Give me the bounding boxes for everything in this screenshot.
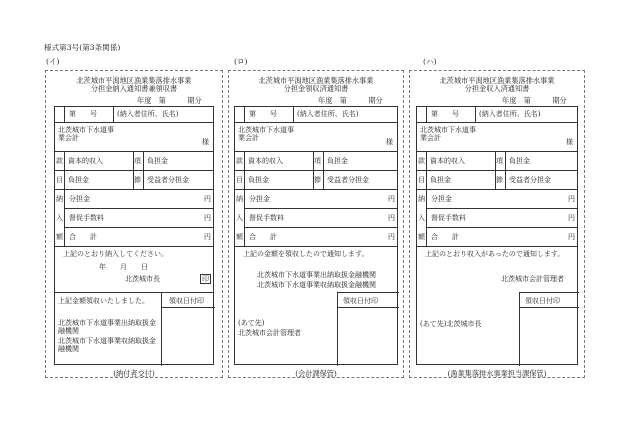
panel3-no: 第 号 (431, 110, 459, 118)
panel1-address: (納入者住所、氏名) (117, 110, 179, 118)
panel1-sama: 様 (202, 138, 209, 146)
amount-row-fee: 督促手数料 (69, 214, 104, 222)
nyu-char: 入 (236, 214, 243, 222)
yen-2: 円 (204, 214, 211, 222)
yen-3: 円 (388, 233, 395, 241)
panel3-payee: 北茨城市下水道事業会計 (420, 126, 476, 142)
kan-value: 資本的収入 (430, 157, 465, 165)
panel1-notice: 上記のとおり納入してください。 (63, 250, 168, 258)
gaku-char: 額 (418, 233, 425, 241)
nou-char: 納 (56, 195, 63, 203)
panel3-title-line2: 分担金収入済通知書 (464, 84, 530, 93)
amount-row-share: 分担金 (69, 195, 90, 203)
setsu-value: 受益者分担金 (327, 176, 369, 184)
panel1-receipt-stamp: 領収日付印 (169, 297, 204, 305)
kan-value: 資本的収入 (248, 157, 283, 165)
seal-mark: 印 (202, 275, 209, 283)
moku-value: 負担金 (68, 176, 89, 184)
amount-row-share: 分担金 (431, 195, 452, 203)
yen-1: 円 (568, 195, 575, 203)
kou-label: 項 (496, 157, 503, 165)
moku-value: 負担金 (248, 176, 269, 184)
panel3-year: 年度 第 期分 (502, 96, 567, 105)
nyu-char: 入 (56, 214, 63, 222)
panel-payment-notice (45, 70, 223, 378)
setsu-value: 受益者分担金 (147, 176, 189, 184)
marker-ro: (ロ) (234, 57, 248, 66)
nou-char: 納 (236, 195, 243, 203)
amount-row-total: 合 計 (249, 233, 277, 241)
panel2-title-line1: 北茨城市平潟地区漁業集落排水事業 (258, 76, 374, 85)
panel1-title-line2: 分担金納入通知書兼領収書 (90, 84, 178, 93)
panel2-payee: 北茨城市下水道事業会計 (238, 126, 294, 142)
kan-value: 資本的収入 (68, 157, 103, 165)
panel1-footer: (納付者交付) (113, 369, 155, 378)
yen-1: 円 (388, 195, 395, 203)
panel1-bank2: 北茨城市下水道事業収納取扱金融機関 (58, 337, 156, 353)
kan-label: 款 (236, 157, 243, 165)
moku-label: 目 (418, 176, 425, 184)
amount-row-fee: 督促手数料 (249, 214, 284, 222)
panel3-manager: 北茨城市会計管理者 (501, 275, 564, 283)
panel1-year: 年度 第 期分 (137, 96, 202, 105)
panel3-title-line1: 北茨城市平潟地区漁業集落排水事業 (439, 76, 555, 85)
panel2-sama: 様 (386, 138, 393, 146)
kou-label: 項 (314, 157, 321, 165)
panel2-bank1: 北茨城市下水道事業出納取扱金融機関 (257, 271, 376, 279)
kou-value: 負担金 (327, 157, 348, 165)
panel1-no: 第 号 (69, 110, 97, 118)
panel3-footer: (漁業集落排水事業担当課保管) (447, 369, 547, 378)
marker-i: (イ) (46, 57, 60, 66)
panel1-received: 上記金額領収いたしました。 (58, 297, 149, 305)
panel1-mayor: 北茨城市長 (125, 275, 160, 283)
nou-char: 納 (418, 195, 425, 203)
kan-label: 款 (56, 157, 63, 165)
panel2-to-label: (あて先) (238, 319, 265, 327)
panel2-no: 第 号 (249, 110, 277, 118)
panel3-to: (あて先)北茨城市長 (420, 320, 482, 328)
yen-3: 円 (568, 233, 575, 241)
panel1-payee: 北茨城市下水道事業会計 (58, 126, 114, 142)
panel2-bank2: 北茨城市下水道事業収納取扱金融機関 (257, 281, 376, 289)
panel1-form-table (54, 106, 214, 365)
panel1-title-line1: 北茨城市平潟地区漁業集落排水事業 (76, 76, 192, 85)
panel3-form-table (416, 106, 578, 365)
kou-label: 項 (134, 157, 141, 165)
yen-2: 円 (388, 214, 395, 222)
setsu-label: 節 (496, 176, 503, 184)
panel3-sama: 様 (566, 138, 573, 146)
yen-1: 円 (204, 195, 211, 203)
panel2-year: 年度 第 期分 (318, 96, 383, 105)
panel2-notice: 上記の金額を領収したので通知します。 (243, 250, 369, 258)
panel3-address: (納入者住所、氏名) (479, 110, 541, 118)
panel2-receipt-stamp: 領収日付印 (343, 297, 378, 305)
panel-income-notice (409, 70, 585, 378)
amount-row-share: 分担金 (249, 195, 270, 203)
amount-row-fee: 督促手数料 (431, 214, 466, 222)
nyu-char: 入 (418, 214, 425, 222)
panel3-notice: 上記のとおり収入があったので通知します。 (425, 250, 565, 258)
kou-value: 負担金 (147, 157, 168, 165)
panel2-to-name: 北茨城市会計管理者 (238, 329, 301, 337)
panel1-date: 年 月 日 (99, 263, 148, 271)
gaku-char: 額 (56, 233, 63, 241)
kou-value: 負担金 (509, 157, 530, 165)
amount-row-total: 合 計 (69, 233, 97, 241)
panel2-form-table (234, 106, 398, 365)
panel2-address: (納入者住所、氏名) (297, 110, 359, 118)
setsu-label: 節 (314, 176, 321, 184)
form-label: 様式第3号(第3条関係) (44, 43, 121, 52)
panel2-title-line2: 分担金領収済通知書 (283, 84, 349, 93)
marker-ha: (ハ) (423, 57, 437, 66)
panel1-bank1: 北茨城市下水道事業出納取扱金融機関 (58, 319, 156, 335)
moku-label: 目 (56, 176, 63, 184)
yen-2: 円 (568, 214, 575, 222)
moku-label: 目 (236, 176, 243, 184)
setsu-value: 受益者分担金 (509, 176, 551, 184)
panel3-receipt-stamp: 領収日付印 (525, 297, 560, 305)
setsu-label: 節 (134, 176, 141, 184)
gaku-char: 額 (236, 233, 243, 241)
moku-value: 負担金 (430, 176, 451, 184)
panel2-footer: (会計課保管) (295, 369, 337, 378)
panel-receipt-notice (228, 70, 404, 378)
yen-3: 円 (204, 233, 211, 241)
kan-label: 款 (418, 157, 425, 165)
amount-row-total: 合 計 (431, 233, 459, 241)
